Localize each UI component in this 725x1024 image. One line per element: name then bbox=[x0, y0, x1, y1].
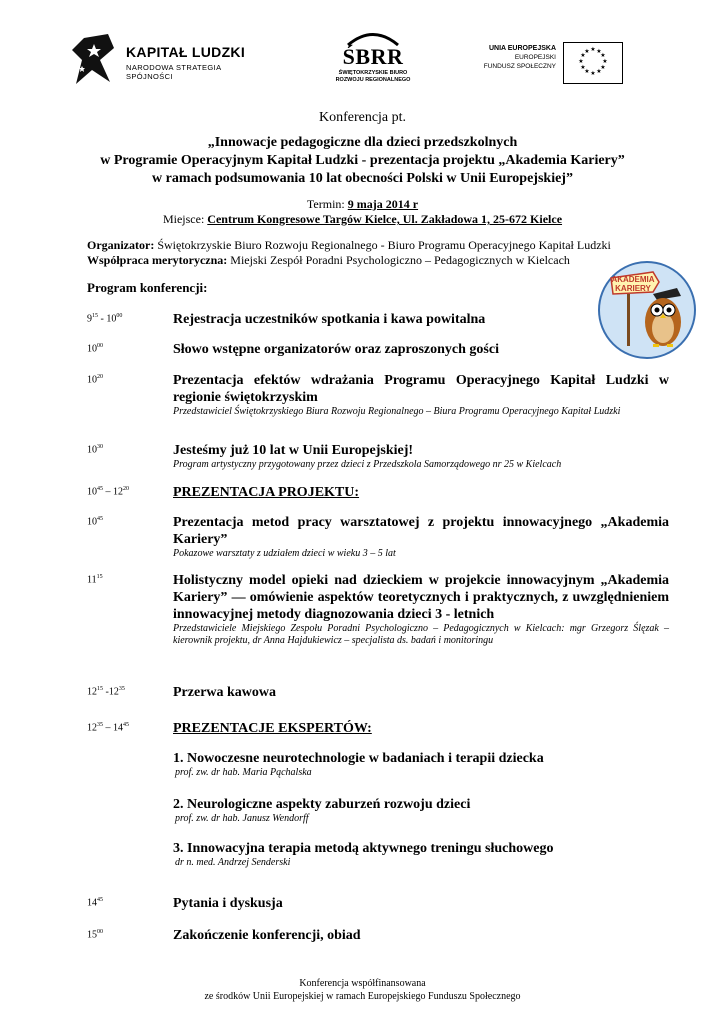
time-separator: – bbox=[103, 486, 113, 498]
organizer-value: Świętokrzyskie Biuro Rozwoju Regionalnego - Biuro Programu Operacyjnego Kapitał Ludzki bbox=[154, 238, 611, 252]
svg-text:★: ★ bbox=[600, 64, 606, 71]
time-start-minutes: 45 bbox=[97, 897, 103, 903]
time-start-minutes: 45 bbox=[97, 486, 103, 492]
svg-text:★: ★ bbox=[584, 48, 590, 55]
date-line bbox=[0, 197, 725, 212]
sbrr-sub1: ŚWIĘTOKRZYSKIE BIURO bbox=[338, 70, 408, 76]
footer-line-2: ze środków Unii Europejskiej w ramach Europejskiego Funduszu Społecznego bbox=[204, 991, 521, 1002]
date-value: 9 maja 2014 r bbox=[347, 197, 419, 211]
svg-text:★: ★ bbox=[580, 52, 586, 59]
svg-text:★: ★ bbox=[580, 64, 586, 71]
time-start-hour: 11 bbox=[87, 574, 97, 586]
time-end-minutes: 00 bbox=[116, 313, 123, 319]
time-end-hour: 12 bbox=[108, 686, 119, 698]
sbrr-arc-icon bbox=[343, 30, 403, 46]
time-start-minutes: 45 bbox=[97, 516, 103, 522]
program-title-text: Jesteśmy już 10 lat w Unii Europejskiej! bbox=[173, 443, 414, 458]
program-title-text: Prezentacja metod pracy warsztatowej z projektu innowacyjnego „Akademia Kariery” bbox=[173, 515, 669, 547]
time-start-hour: 10 bbox=[87, 516, 97, 528]
kapital-ludzki-name: KAPITAŁ LUDZKI bbox=[126, 44, 246, 60]
program-title-text: Przerwa kawowa bbox=[173, 685, 277, 700]
time-end-hour: 10 bbox=[106, 313, 117, 325]
eu-line2: EUROPEJSKI bbox=[514, 54, 556, 61]
program-time bbox=[87, 516, 103, 527]
program-time bbox=[87, 343, 103, 354]
program-time bbox=[87, 929, 103, 940]
time-start-hour: 10 bbox=[87, 486, 97, 498]
time-separator: - bbox=[103, 686, 109, 698]
program-title-text: Rejestracja uczestników spotkania i kawa powitalna bbox=[173, 312, 486, 327]
program-speaker: prof. zw. dr hab. Maria Pąchalska bbox=[175, 767, 312, 778]
program-title-text: 1. Nowoczesne neurotechnologie w badaniach i terapii dziecka bbox=[173, 751, 544, 766]
title-line-1: „Innowacje pedagogiczne dla dzieci przedszkolnych bbox=[207, 135, 518, 150]
badge-line1: AKADEMIA bbox=[611, 275, 655, 284]
program-time bbox=[87, 486, 129, 497]
footer bbox=[0, 977, 725, 1003]
eu-flag-icon bbox=[563, 42, 623, 84]
time-end-hour: 14 bbox=[113, 722, 123, 734]
venue-value: Centrum Kongresowe Targów Kielce, Ul. Zakładowa 1, 25-672 Kielce bbox=[207, 212, 563, 226]
program-title-text: Słowo wstępne organizatorów oraz zaproszonych gości bbox=[173, 342, 499, 357]
time-start-hour: 15 bbox=[87, 929, 97, 941]
time-start-minutes: 30 bbox=[97, 444, 103, 450]
time-start-minutes: 20 bbox=[97, 374, 103, 380]
svg-text:★: ★ bbox=[602, 58, 608, 65]
svg-text:★: ★ bbox=[578, 58, 584, 65]
svg-text:★: ★ bbox=[590, 46, 596, 53]
time-start-minutes: 15 bbox=[92, 313, 98, 319]
svg-text:★: ★ bbox=[590, 70, 596, 77]
program-time bbox=[87, 722, 129, 733]
program-time bbox=[87, 897, 103, 908]
venue-label: Miejsce: bbox=[162, 212, 208, 226]
time-start-hour: 9 bbox=[87, 313, 92, 325]
program-title-text: 2. Neurologiczne aspekty zaburzeń rozwoju dzieci bbox=[173, 797, 471, 812]
program-title-text: Zakończenie konferencji, obiad bbox=[173, 928, 361, 943]
conference-label: Konferencja pt. bbox=[318, 110, 407, 125]
organizer-label: Organizator: bbox=[87, 238, 155, 252]
cooperation-value: Miejski Zespół Poradni Psychologiczno – Pedagogicznych w Kielcach bbox=[227, 253, 570, 267]
time-end-minutes: 45 bbox=[123, 722, 129, 728]
organizers bbox=[87, 238, 611, 268]
time-separator: - bbox=[98, 313, 107, 325]
program-time bbox=[87, 686, 125, 697]
venue-line bbox=[0, 212, 725, 227]
eu-line1: UNIA EUROPEJSKA bbox=[488, 45, 556, 52]
program-speaker: Przedstawiciele Miejskiego Zespołu Poradni Psychologiczno – Pedagogicznych w Kielcach: mgr Grzegorz Ślęzak – kierownik projektu, dr Anna Hajdukiewicz – specjalista ds. badań i monitoringu bbox=[173, 623, 669, 646]
sbrr-name: ŚBRR bbox=[342, 44, 404, 69]
program-title-text: Holistyczny model opieki nad dzieckiem w projekcie innowacyjnym „Akademia Kariery” — omówienie aspektów teoretycznych i praktycznych, z uwzględnieniem innowacyjnej metody diagnozowania dzieci 3 - letnich bbox=[173, 573, 669, 622]
time-start-minutes: 00 bbox=[97, 343, 103, 349]
badge-line2: KARIERY bbox=[615, 284, 651, 293]
program-time bbox=[87, 313, 122, 324]
kapital-ludzki-tagline: NARODOWA STRATEGIA SPÓJNOŚCI bbox=[126, 63, 222, 81]
svg-text:★: ★ bbox=[596, 68, 602, 75]
time-separator: – bbox=[103, 722, 113, 734]
time-end-minutes: 35 bbox=[118, 686, 125, 692]
svg-text:★: ★ bbox=[584, 68, 590, 75]
date-label: Termin: bbox=[306, 197, 348, 211]
program-title-text: PREZENTACJA PROJEKTU: bbox=[173, 485, 360, 500]
program-title-text: Prezentacja efektów wdrażania Programu Operacyjnego Kapitał Ludzki w regionie świętokrzyskim bbox=[173, 373, 669, 405]
time-start-minutes: 15 bbox=[96, 574, 103, 580]
time-start-hour: 12 bbox=[87, 722, 97, 734]
time-start-hour: 10 bbox=[87, 343, 97, 355]
sbrr-sub2: ROZWOJU REGIONALNEGO bbox=[335, 77, 411, 83]
eu-line3: FUNDUSZ SPOŁECZNY bbox=[483, 63, 556, 70]
program-speaker: Program artystyczny przygotowany przez dzieci z Przedszkola Samorządowego nr 25 w Kielcach bbox=[173, 459, 562, 470]
svg-text:★: ★ bbox=[596, 48, 602, 55]
program-time bbox=[87, 574, 103, 585]
time-start-hour: 12 bbox=[87, 686, 97, 698]
kapital-ludzki-emblem-icon bbox=[70, 30, 120, 88]
time-start-minutes: 35 bbox=[97, 722, 103, 728]
time-start-hour: 10 bbox=[87, 374, 97, 386]
time-start-minutes: 00 bbox=[97, 929, 103, 935]
svg-text:★: ★ bbox=[600, 52, 606, 59]
program-title-text: PREZENTACJE EKSPERTÓW: bbox=[173, 721, 372, 736]
title-line-3: w ramach podsumowania 10 lat obecności Polski w Unii Europejskiej” bbox=[152, 171, 573, 186]
program-speaker: prof. zw. dr hab. Janusz Wendorff bbox=[175, 813, 309, 824]
program-speaker: dr n. med. Andrzej Senderski bbox=[175, 857, 291, 868]
program-title-text: 3. Innowacyjna terapia metodą aktywnego treningu słuchowego bbox=[173, 841, 554, 856]
time-end-hour: 12 bbox=[113, 486, 123, 498]
program-speaker: Przedstawiciel Świętokrzyskiego Biura Rozwoju Regionalnego – Biura Programu Operacyjnego Kapitał Ludzki bbox=[173, 406, 621, 417]
conference-title bbox=[0, 134, 725, 188]
program-speaker: Pokazowe warsztaty z udziałem dzieci w wieku 3 – 5 lat bbox=[173, 548, 396, 559]
kapital-ludzki-logo bbox=[70, 30, 270, 90]
cooperation-label: Współpraca merytoryczna: bbox=[87, 253, 228, 267]
sbrr-logo bbox=[318, 30, 428, 100]
time-end-minutes: 20 bbox=[123, 486, 129, 492]
time-start-hour: 10 bbox=[87, 444, 97, 456]
program-time bbox=[87, 444, 103, 455]
program-title-text: Pytania i dyskusja bbox=[173, 896, 283, 911]
time-start-minutes: 15 bbox=[97, 686, 103, 692]
footer-line-1: Konferencja współfinansowana bbox=[299, 978, 426, 989]
eu-logo bbox=[476, 42, 626, 92]
program-time bbox=[87, 374, 103, 385]
program-title: Program konferencji: bbox=[87, 280, 208, 295]
time-start-hour: 14 bbox=[87, 897, 97, 909]
title-line-2: w Programie Operacyjnym Kapitał Ludzki - prezentacja projektu „Akademia Kariery” bbox=[100, 153, 625, 168]
